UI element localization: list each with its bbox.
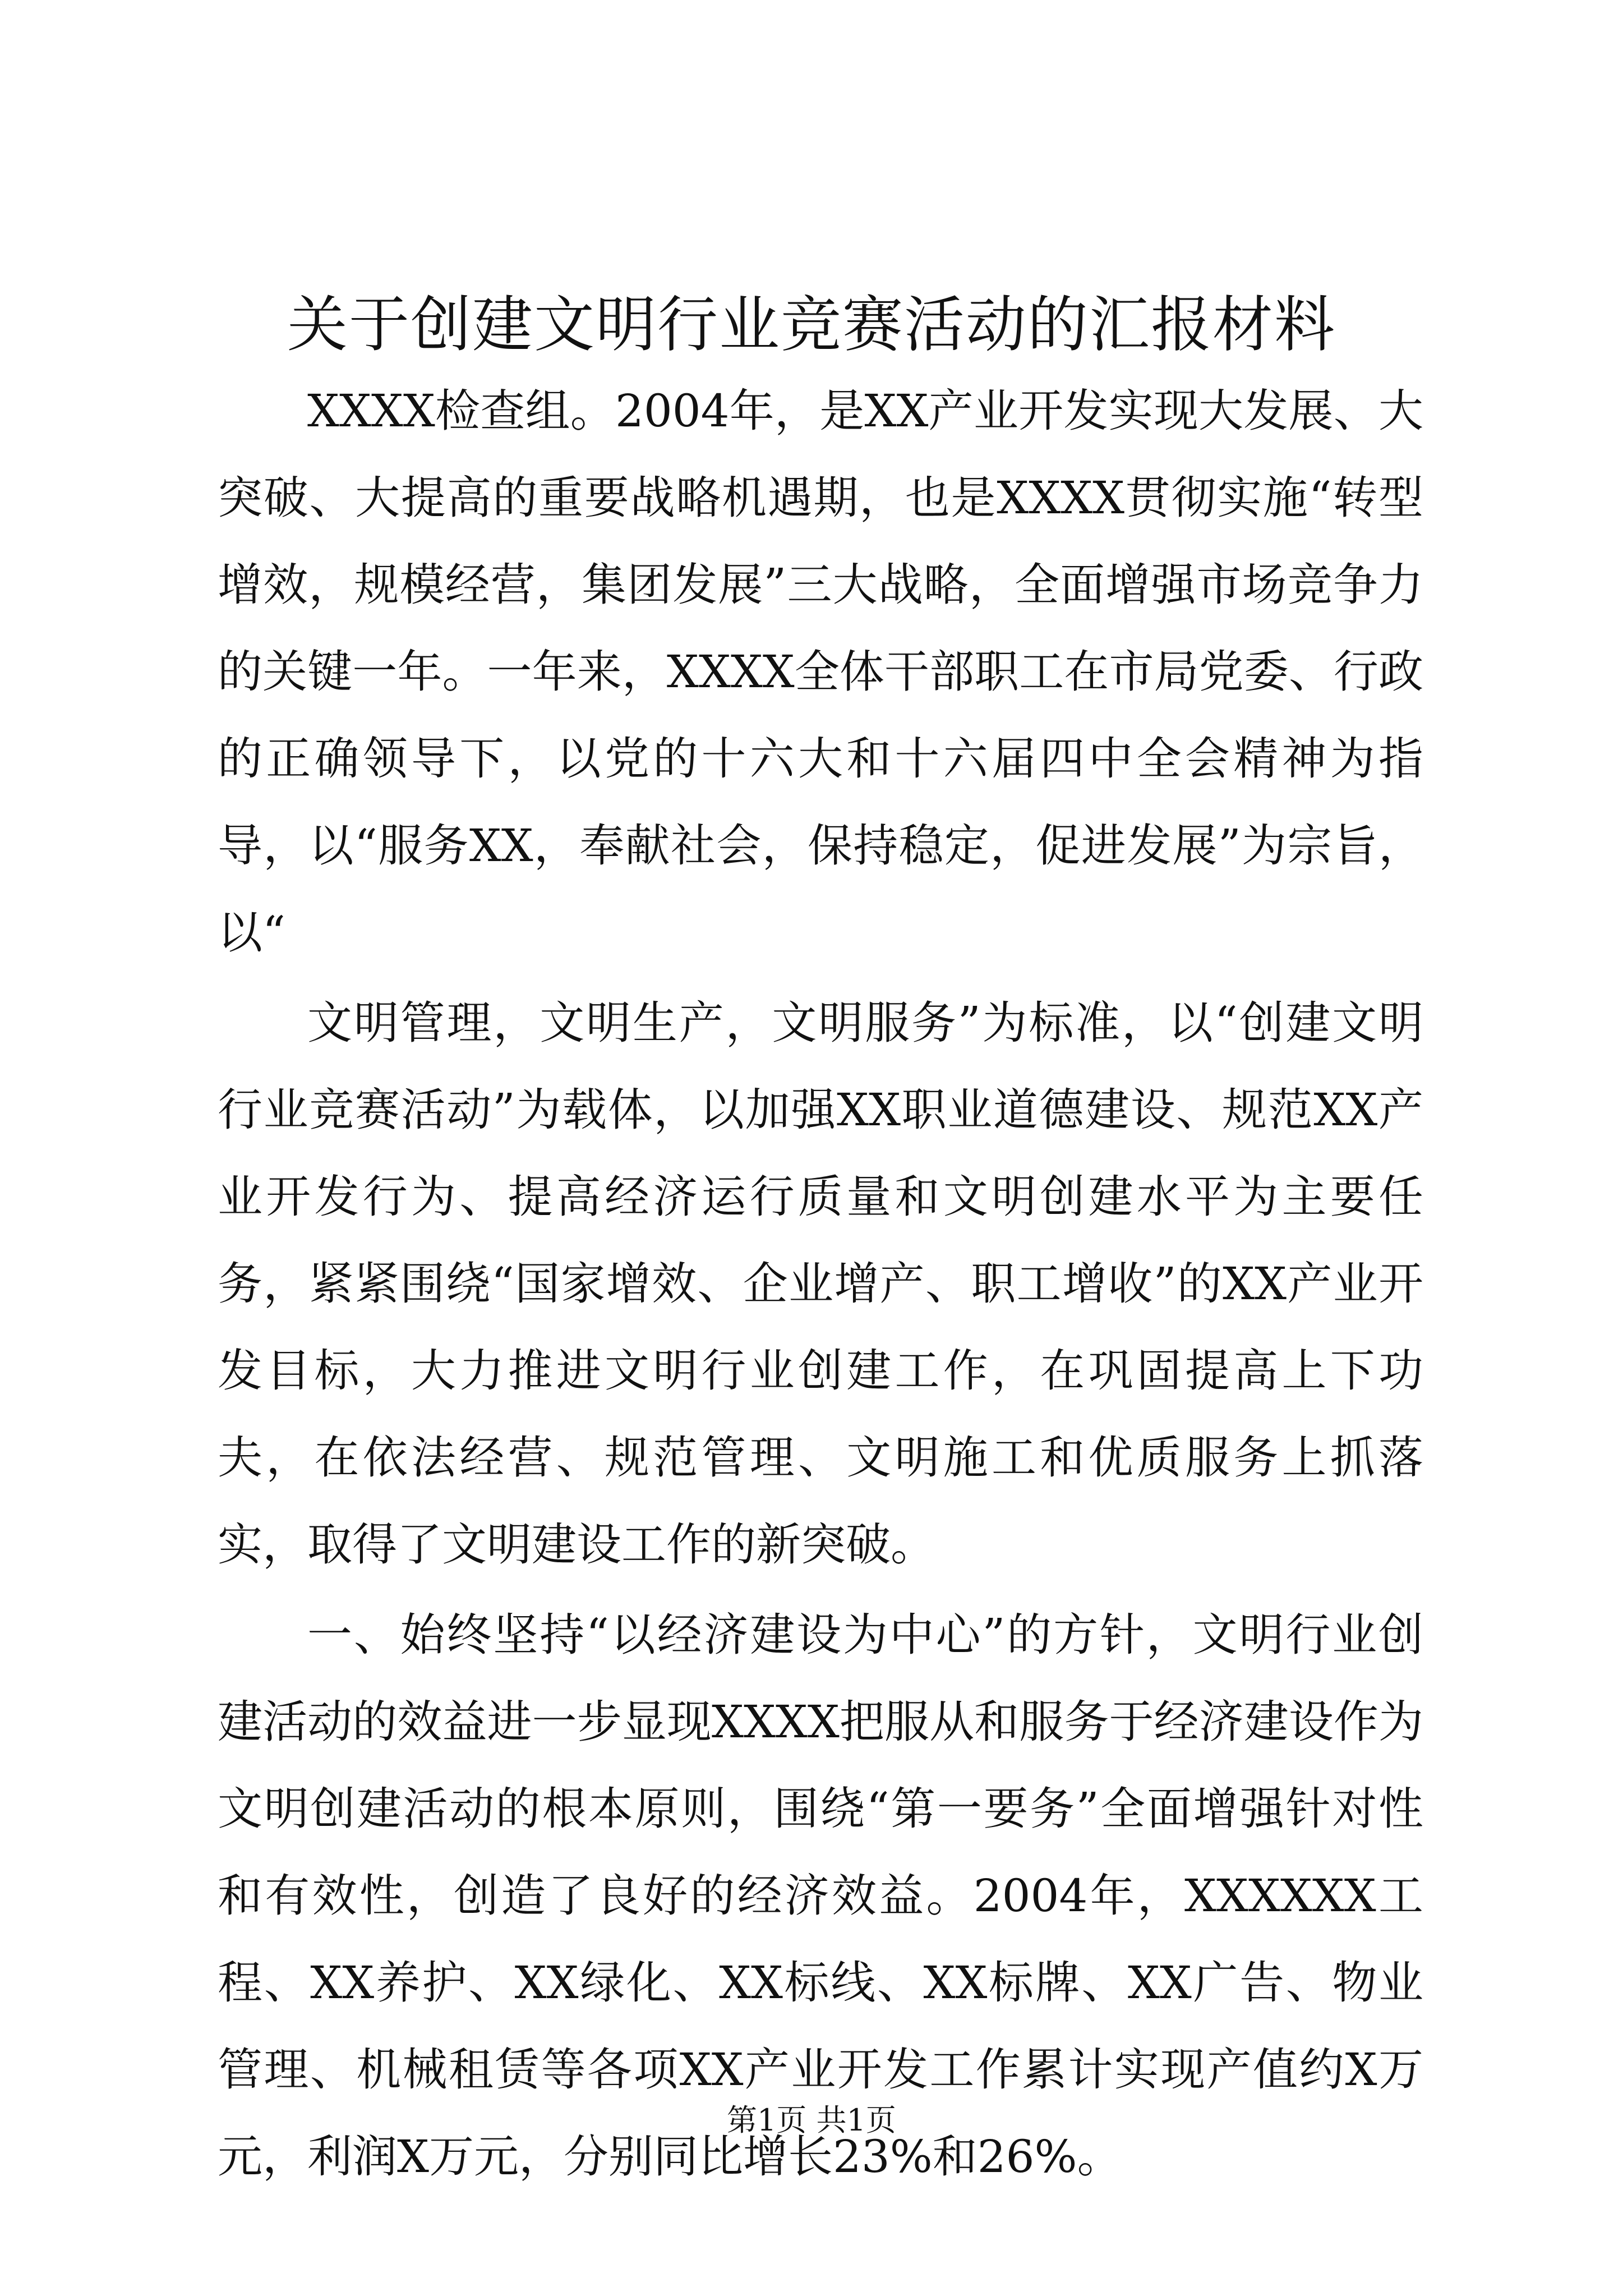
document-body [218,367,1423,2200]
document-title: 关于创建文明行业竞赛活动的汇报材料 [287,290,1336,360]
page-footer: 第1页 共1页 [727,2102,896,2138]
paragraph-standards: 文明管理，文明生产，文明服务”为标准，以“创建文明行业竞赛活动”为载体，以加强XX职业道德建设、规范XX产业开发行为、提高经济运行质量和文明创建水平为主要任务，紧紧围绕“国家增效、企业增产、职工增收”的XX产业开发目标，大力推进文明行业创建工作，在巩固提高上下功夫，在依法经营、规范管理、文明施工和优质服务上抓落实，取得了文明建设工作的新突破。 [218,997,1423,1571]
paragraph-section-one: 一、始终坚持“以经济建设为中心”的方针，文明行业创建活动的效益进一步显现XXXX把服从和服务于经济建设作为文明创建活动的根本原则，围绕“第一要务”全面增强针对性和有效性，创造了良好的经济效益。2004年，XXXXXX工程、XX养护、XX绿化、XX标线、XX标牌、XX广告、物业管理、机械租赁等各项XX产业开发工作累计实现产值约X万元，利润X万元，分别同比增长23%和26%。 [218,1609,1423,2183]
paragraph-intro: XXXX检查组。2004年，是XX产业开发实现大发展、大突破、大提高的重要战略机遇期，也是XXXX贯彻实施“转型增效，规模经营，集团发展”三大战略，全面增强市场竞争力的关键一年。一年来，XXXX全体干部职工在市局党委、行政的正确领导下，以党的十六大和十六届四中全会精神为指导，以“服务XX，奉献社会，保持稳定，促进发展”为宗旨，以“ [218,385,1423,959]
